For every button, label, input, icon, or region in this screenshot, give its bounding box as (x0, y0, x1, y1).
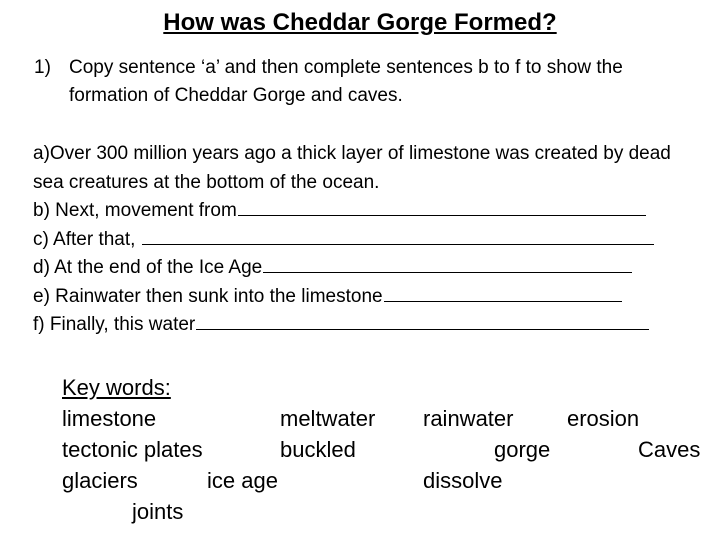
instruction-text: Copy sentence ‘a’ and then complete sentences b to f to show the formation of Cheddar Gorge and caves. (69, 57, 623, 106)
sentence-c (33, 226, 703, 255)
key-word-limestone: limestone (62, 406, 157, 431)
instruction-number: 1) (34, 57, 51, 78)
sentence-a (33, 140, 703, 197)
sentence-c-blank[interactable] (142, 226, 654, 245)
key-word-buckled: buckled (280, 437, 356, 462)
key-word-erosion: erosion (567, 406, 640, 431)
key-word-tectonic-plates: tectonic plates (62, 437, 203, 462)
key-word-meltwater: meltwater (280, 406, 376, 431)
sentence-list (33, 140, 703, 340)
sentence-d-text: d) At the end of the Ice Age (33, 257, 263, 278)
key-words-heading: Key words: (62, 375, 171, 400)
sentence-e (33, 283, 703, 312)
sentence-b-blank[interactable] (238, 197, 646, 216)
key-word-ice-age: ice age (207, 468, 278, 493)
sentence-a-text: a)Over 300 million years ago a thick layer of limestone was created by dead sea creatures at the bottom of the ocean. (33, 143, 671, 193)
sentence-f (33, 311, 703, 340)
sentence-f-text: f) Finally, this water (33, 314, 196, 335)
page-title: How was Cheddar Gorge Formed? (163, 9, 557, 36)
sentence-f-blank[interactable] (196, 311, 649, 330)
sentence-d (33, 254, 703, 283)
key-word-glaciers: glaciers (62, 468, 138, 493)
sentence-d-blank[interactable] (263, 254, 632, 273)
sentence-c-text: c) After that, (33, 228, 141, 250)
key-word-rainwater: rainwater (423, 406, 514, 431)
key-word-joints: joints (132, 499, 184, 524)
key-word-caves: Caves (638, 437, 701, 462)
sentence-b (33, 197, 703, 226)
sentence-b-text: b) Next, movement from (33, 200, 237, 221)
sentence-e-blank[interactable] (384, 283, 622, 302)
instruction (34, 54, 704, 110)
sentence-e-text: e) Rainwater then sunk into the limestone (33, 285, 383, 307)
key-word-dissolve: dissolve (423, 468, 503, 493)
key-word-gorge: gorge (494, 437, 551, 462)
